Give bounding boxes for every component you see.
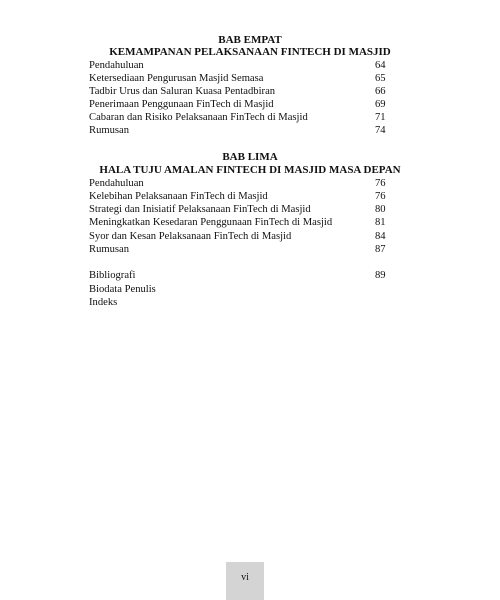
toc-entry-title: Tadbir Urus dan Saluran Kuasa Pentadbiran: [89, 86, 276, 97]
toc-entry[interactable]: [89, 230, 389, 243]
toc-entry-page: 74: [375, 125, 386, 136]
toc-entry[interactable]: [89, 216, 389, 229]
toc-entry[interactable]: [89, 98, 389, 111]
toc-entry-page: 81: [375, 217, 386, 228]
toc-entry-title: Pendahuluan: [89, 178, 144, 189]
chapter-label: BAB EMPAT: [218, 34, 282, 46]
toc-entry-title: Strategi dan Inisiatif Pelaksanaan FinTech di Masjid: [89, 204, 311, 215]
toc-entry-title: Ketersediaan Pengurusan Masjid Semasa: [89, 73, 264, 84]
toc-entry-page: 84: [375, 231, 386, 242]
toc-entry[interactable]: [89, 203, 389, 216]
toc-entry-page: 66: [375, 86, 386, 97]
toc-entry-page: 69: [375, 99, 386, 110]
toc-entry-page: 76: [375, 178, 386, 189]
toc-entry[interactable]: [89, 85, 389, 98]
toc-entry-page: 80: [375, 204, 386, 215]
toc-entry-title: Rumusan: [89, 244, 130, 255]
toc-entry-page: 87: [375, 244, 386, 255]
toc-entry[interactable]: [89, 111, 389, 124]
toc-entry[interactable]: [89, 190, 389, 203]
chapter-title: KEMAMPANAN PELAKSANAAN FINTECH DI MASJID: [109, 46, 391, 58]
toc-entry-page: 65: [375, 73, 386, 84]
toc-entry-title: Pendahuluan: [89, 60, 144, 71]
toc-entry-title: Penerimaan Penggunaan FinTech di Masjid: [89, 99, 274, 110]
page-number-footer: [226, 562, 264, 600]
toc-entry[interactable]: [89, 243, 389, 256]
toc-entry-title: Cabaran dan Risiko Pelaksanaan FinTech di Masjid: [89, 112, 308, 123]
toc-entry-title: Meningkatkan Kesedaran Penggunaan FinTech di Masjid: [89, 217, 333, 228]
toc-entry-title: Biodata Penulis: [89, 284, 156, 295]
toc-entry-biodata[interactable]: [89, 283, 389, 296]
page-number: vi: [241, 572, 249, 583]
toc-entry-index[interactable]: [89, 296, 389, 309]
toc-entry[interactable]: [89, 177, 389, 190]
toc-entry-bibliography[interactable]: [89, 269, 389, 282]
toc-entry-page: 76: [375, 191, 386, 202]
toc-entry-title: Syor dan Kesan Pelaksanaan FinTech di Masjid: [89, 231, 292, 242]
chapter-title: HALA TUJU AMALAN FINTECH DI MASJID MASA DEPAN: [99, 164, 401, 176]
chapter-label: BAB LIMA: [222, 151, 278, 163]
toc-entry-title: Bibliografi: [89, 270, 136, 281]
toc-entry-page: 64: [375, 60, 386, 71]
toc-entry-title: Rumusan: [89, 125, 130, 136]
toc-entry-title: Indeks: [89, 297, 118, 308]
toc-entry-title: Kelebihan Pelaksanaan FinTech di Masjid: [89, 191, 268, 202]
toc-entry[interactable]: [89, 59, 389, 72]
toc-entry-page: 71: [375, 112, 386, 123]
toc-entry[interactable]: [89, 124, 389, 137]
toc-entry-page: 89: [375, 270, 386, 281]
toc-entry[interactable]: [89, 72, 389, 85]
